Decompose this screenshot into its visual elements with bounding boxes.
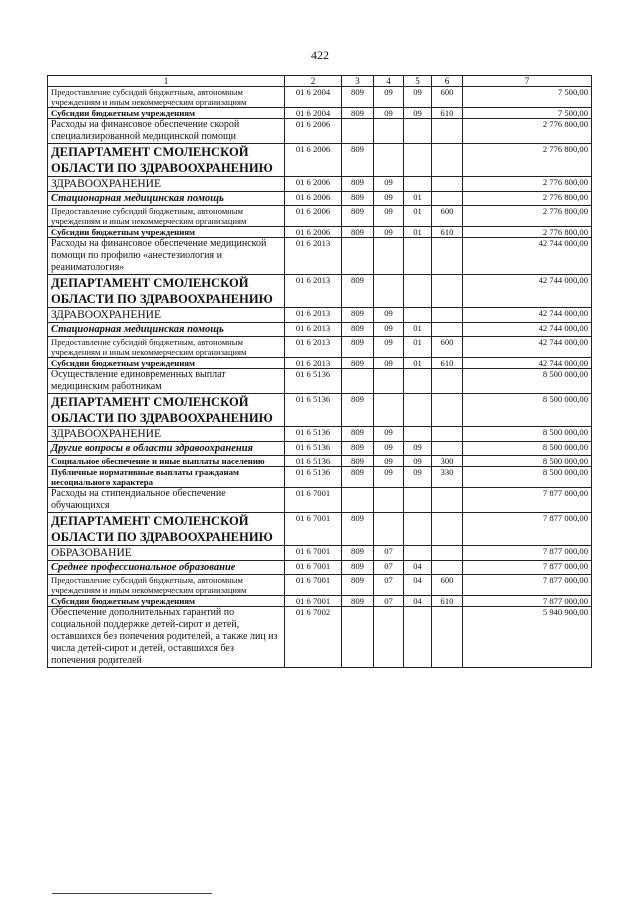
row-section: 09 bbox=[374, 427, 404, 442]
row-name: ДЕПАРТАМЕНТ СМОЛЕНСКОЙ ОБЛАСТИ ПО ЗДРАВООХРАНЕНИЮ bbox=[48, 394, 285, 427]
row-subsection: 01 bbox=[404, 206, 432, 227]
row-expense-type bbox=[432, 394, 463, 427]
row-name: ЗДРАВООХРАНЕНИЕ bbox=[48, 177, 285, 192]
table-row bbox=[48, 442, 592, 456]
row-name: Социальное обеспечение и иные выплаты населению bbox=[48, 456, 285, 467]
row-admin: 809 bbox=[342, 206, 374, 227]
row-code: 01 6 7002 bbox=[285, 607, 342, 668]
row-section: 09 bbox=[374, 177, 404, 192]
row-section bbox=[374, 488, 404, 513]
row-name: Расходы на стипендиальное обеспечение обучающихся bbox=[48, 488, 285, 513]
row-expense-type: 610 bbox=[432, 227, 463, 238]
row-amount: 2 776 800,00 bbox=[463, 192, 592, 206]
row-admin: 809 bbox=[342, 192, 374, 206]
row-subsection bbox=[404, 488, 432, 513]
row-code: 01 6 7001 bbox=[285, 575, 342, 596]
row-code: 01 6 2004 bbox=[285, 87, 342, 108]
row-admin: 809 bbox=[342, 323, 374, 337]
row-section: 09 bbox=[374, 442, 404, 456]
row-name: Стационарная медицинская помощь bbox=[48, 192, 285, 206]
table-row bbox=[48, 144, 592, 177]
row-amount: 42 744 000,00 bbox=[463, 337, 592, 358]
table-row bbox=[48, 467, 592, 488]
row-admin: 809 bbox=[342, 596, 374, 607]
row-subsection bbox=[404, 513, 432, 546]
row-section bbox=[374, 369, 404, 394]
row-amount: 42 744 000,00 bbox=[463, 323, 592, 337]
row-subsection bbox=[404, 607, 432, 668]
row-expense-type: 610 bbox=[432, 596, 463, 607]
row-subsection: 09 bbox=[404, 456, 432, 467]
row-amount: 2 776 800,00 bbox=[463, 227, 592, 238]
row-subsection bbox=[404, 177, 432, 192]
table-row bbox=[48, 308, 592, 323]
row-subsection bbox=[404, 394, 432, 427]
row-code: 01 6 2004 bbox=[285, 108, 342, 119]
budget-table bbox=[47, 75, 592, 668]
row-amount: 8 500 000,00 bbox=[463, 369, 592, 394]
row-name: Субсидии бюджетным учреждениям bbox=[48, 358, 285, 369]
row-code: 01 6 5136 bbox=[285, 467, 342, 488]
row-section: 07 bbox=[374, 561, 404, 575]
row-section: 09 bbox=[374, 456, 404, 467]
table-row bbox=[48, 87, 592, 108]
row-expense-type: 600 bbox=[432, 206, 463, 227]
row-expense-type bbox=[432, 238, 463, 275]
row-code: 01 6 2013 bbox=[285, 308, 342, 323]
row-code: 01 6 7001 bbox=[285, 488, 342, 513]
footer-rule bbox=[52, 893, 212, 894]
row-admin bbox=[342, 488, 374, 513]
row-section: 09 bbox=[374, 87, 404, 108]
row-admin: 809 bbox=[342, 456, 374, 467]
row-subsection: 04 bbox=[404, 575, 432, 596]
row-subsection bbox=[404, 308, 432, 323]
column-header: 2 bbox=[285, 76, 342, 87]
row-admin bbox=[342, 238, 374, 275]
row-expense-type bbox=[432, 192, 463, 206]
row-amount: 42 744 000,00 bbox=[463, 238, 592, 275]
table-row bbox=[48, 427, 592, 442]
row-subsection: 09 bbox=[404, 108, 432, 119]
row-name: Предоставление субсидий бюджетным, автономным учреждениям и иным некоммерческим организациям bbox=[48, 575, 285, 596]
row-section: 09 bbox=[374, 467, 404, 488]
row-name: Субсидии бюджетным учреждениям bbox=[48, 596, 285, 607]
row-subsection: 09 bbox=[404, 467, 432, 488]
row-name: Субсидии бюджетным учреждениям bbox=[48, 108, 285, 119]
row-section bbox=[374, 144, 404, 177]
row-code: 01 6 5136 bbox=[285, 427, 342, 442]
row-subsection: 01 bbox=[404, 227, 432, 238]
row-subsection: 04 bbox=[404, 561, 432, 575]
row-amount: 7 877 000,00 bbox=[463, 596, 592, 607]
row-name: Стационарная медицинская помощь bbox=[48, 323, 285, 337]
row-code: 01 6 5136 bbox=[285, 456, 342, 467]
row-amount: 2 776 800,00 bbox=[463, 119, 592, 144]
row-section bbox=[374, 275, 404, 308]
table-row bbox=[48, 369, 592, 394]
row-name: Публичные нормативные выплаты гражданам несоциального характера bbox=[48, 467, 285, 488]
row-name: ДЕПАРТАМЕНТ СМОЛЕНСКОЙ ОБЛАСТИ ПО ЗДРАВООХРАНЕНИЮ bbox=[48, 513, 285, 546]
row-subsection: 01 bbox=[404, 192, 432, 206]
table-row bbox=[48, 513, 592, 546]
row-amount: 8 500 000,00 bbox=[463, 467, 592, 488]
table-row bbox=[48, 488, 592, 513]
row-admin bbox=[342, 607, 374, 668]
row-section bbox=[374, 607, 404, 668]
row-section: 09 bbox=[374, 323, 404, 337]
row-expense-type bbox=[432, 607, 463, 668]
row-section: 09 bbox=[374, 227, 404, 238]
row-amount: 5 940 900,00 bbox=[463, 607, 592, 668]
row-code: 01 6 7001 bbox=[285, 561, 342, 575]
row-amount: 2 776 800,00 bbox=[463, 144, 592, 177]
row-code: 01 6 2006 bbox=[285, 119, 342, 144]
column-header: 7 bbox=[463, 76, 592, 87]
table-row bbox=[48, 456, 592, 467]
table-row bbox=[48, 119, 592, 144]
row-admin: 809 bbox=[342, 358, 374, 369]
row-code: 01 6 5136 bbox=[285, 394, 342, 427]
row-name: ЗДРАВООХРАНЕНИЕ bbox=[48, 308, 285, 323]
row-name: Среднее профессиональное образование bbox=[48, 561, 285, 575]
row-amount: 8 500 000,00 bbox=[463, 427, 592, 442]
row-code: 01 6 2013 bbox=[285, 323, 342, 337]
row-subsection bbox=[404, 238, 432, 275]
row-expense-type bbox=[432, 369, 463, 394]
row-name: Предоставление субсидий бюджетным, автономным учреждениям и иным некоммерческим организациям bbox=[48, 87, 285, 108]
table-row bbox=[48, 192, 592, 206]
row-section bbox=[374, 238, 404, 275]
row-expense-type: 610 bbox=[432, 358, 463, 369]
table-row bbox=[48, 607, 592, 668]
row-code: 01 6 2013 bbox=[285, 337, 342, 358]
row-admin: 809 bbox=[342, 442, 374, 456]
row-code: 01 6 2013 bbox=[285, 358, 342, 369]
row-subsection bbox=[404, 144, 432, 177]
row-expense-type bbox=[432, 442, 463, 456]
row-expense-type: 600 bbox=[432, 575, 463, 596]
row-section: 09 bbox=[374, 358, 404, 369]
table-row bbox=[48, 227, 592, 238]
row-name: Расходы на финансовое обеспечение медицинской помощи по профилю «анестезиология и реаниматология» bbox=[48, 238, 285, 275]
row-expense-type bbox=[432, 546, 463, 561]
row-code: 01 6 2013 bbox=[285, 238, 342, 275]
column-header: 6 bbox=[432, 76, 463, 87]
row-admin: 809 bbox=[342, 177, 374, 192]
row-code: 01 6 2006 bbox=[285, 177, 342, 192]
row-expense-type bbox=[432, 308, 463, 323]
row-expense-type bbox=[432, 119, 463, 144]
row-amount: 7 877 000,00 bbox=[463, 488, 592, 513]
row-subsection: 04 bbox=[404, 596, 432, 607]
row-code: 01 6 2006 bbox=[285, 206, 342, 227]
row-subsection: 01 bbox=[404, 323, 432, 337]
table-row bbox=[48, 358, 592, 369]
table-row bbox=[48, 561, 592, 575]
column-header: 4 bbox=[374, 76, 404, 87]
row-code: 01 6 2006 bbox=[285, 192, 342, 206]
row-amount: 42 744 000,00 bbox=[463, 358, 592, 369]
row-admin: 809 bbox=[342, 227, 374, 238]
row-name: ДЕПАРТАМЕНТ СМОЛЕНСКОЙ ОБЛАСТИ ПО ЗДРАВООХРАНЕНИЮ bbox=[48, 275, 285, 308]
row-amount: 42 744 000,00 bbox=[463, 308, 592, 323]
table-row bbox=[48, 546, 592, 561]
row-admin: 809 bbox=[342, 394, 374, 427]
column-header: 3 bbox=[342, 76, 374, 87]
row-amount: 7 877 000,00 bbox=[463, 575, 592, 596]
row-expense-type bbox=[432, 427, 463, 442]
row-amount: 2 776 800,00 bbox=[463, 206, 592, 227]
row-subsection: 01 bbox=[404, 358, 432, 369]
column-header: 5 bbox=[404, 76, 432, 87]
row-amount: 7 877 000,00 bbox=[463, 546, 592, 561]
row-subsection bbox=[404, 119, 432, 144]
table-row bbox=[48, 394, 592, 427]
row-amount: 7 500,00 bbox=[463, 87, 592, 108]
table-row bbox=[48, 337, 592, 358]
row-code: 01 6 5136 bbox=[285, 369, 342, 394]
row-name: Предоставление субсидий бюджетным, автономным учреждениям и иным некоммерческим организациям bbox=[48, 337, 285, 358]
row-name: ЗДРАВООХРАНЕНИЕ bbox=[48, 427, 285, 442]
row-code: 01 6 2013 bbox=[285, 275, 342, 308]
row-subsection bbox=[404, 427, 432, 442]
row-name: Обеспечение дополнительных гарантий по социальной поддержке детей-сирот и детей, оставшихся без попечения родителей, а также лиц из числа детей-сирот и детей, оставшихся без попечения родителей bbox=[48, 607, 285, 668]
row-name: Осуществление единовременных выплат медицинским работникам bbox=[48, 369, 285, 394]
row-amount: 8 500 000,00 bbox=[463, 394, 592, 427]
row-admin: 809 bbox=[342, 108, 374, 119]
row-expense-type bbox=[432, 513, 463, 546]
row-subsection bbox=[404, 369, 432, 394]
row-admin: 809 bbox=[342, 575, 374, 596]
row-amount: 7 877 000,00 bbox=[463, 513, 592, 546]
row-subsection: 01 bbox=[404, 337, 432, 358]
row-expense-type: 610 bbox=[432, 108, 463, 119]
row-admin: 809 bbox=[342, 87, 374, 108]
table-row bbox=[48, 575, 592, 596]
table-row bbox=[48, 323, 592, 337]
row-expense-type bbox=[432, 561, 463, 575]
row-section: 09 bbox=[374, 192, 404, 206]
row-name: ДЕПАРТАМЕНТ СМОЛЕНСКОЙ ОБЛАСТИ ПО ЗДРАВООХРАНЕНИЮ bbox=[48, 144, 285, 177]
table-row bbox=[48, 596, 592, 607]
table-row bbox=[48, 238, 592, 275]
row-amount: 42 744 000,00 bbox=[463, 275, 592, 308]
row-code: 01 6 5136 bbox=[285, 442, 342, 456]
row-expense-type bbox=[432, 144, 463, 177]
row-section: 09 bbox=[374, 337, 404, 358]
table-row bbox=[48, 275, 592, 308]
row-section: 09 bbox=[374, 308, 404, 323]
row-expense-type: 600 bbox=[432, 337, 463, 358]
row-code: 01 6 7001 bbox=[285, 513, 342, 546]
row-admin: 809 bbox=[342, 144, 374, 177]
row-admin: 809 bbox=[342, 561, 374, 575]
row-expense-type: 300 bbox=[432, 456, 463, 467]
row-section bbox=[374, 119, 404, 144]
row-name: Предоставление субсидий бюджетным, автономным учреждениям и иным некоммерческим организациям bbox=[48, 206, 285, 227]
row-admin: 809 bbox=[342, 337, 374, 358]
row-subsection: 09 bbox=[404, 87, 432, 108]
row-admin bbox=[342, 119, 374, 144]
row-name: Субсидии бюджетным учреждениям bbox=[48, 227, 285, 238]
row-section bbox=[374, 513, 404, 546]
row-expense-type bbox=[432, 323, 463, 337]
table-header-row bbox=[48, 76, 592, 87]
row-subsection bbox=[404, 275, 432, 308]
row-admin: 809 bbox=[342, 275, 374, 308]
row-expense-type bbox=[432, 177, 463, 192]
row-section: 07 bbox=[374, 575, 404, 596]
row-section bbox=[374, 394, 404, 427]
row-expense-type: 330 bbox=[432, 467, 463, 488]
row-admin: 809 bbox=[342, 513, 374, 546]
row-amount: 2 776 800,00 bbox=[463, 177, 592, 192]
row-admin: 809 bbox=[342, 308, 374, 323]
row-amount: 8 500 000,00 bbox=[463, 442, 592, 456]
row-expense-type bbox=[432, 488, 463, 513]
row-admin: 809 bbox=[342, 467, 374, 488]
row-code: 01 6 2006 bbox=[285, 227, 342, 238]
row-code: 01 6 7001 bbox=[285, 546, 342, 561]
row-section: 09 bbox=[374, 108, 404, 119]
row-admin: 809 bbox=[342, 427, 374, 442]
row-amount: 7 500,00 bbox=[463, 108, 592, 119]
row-name: ОБРАЗОВАНИЕ bbox=[48, 546, 285, 561]
table-row bbox=[48, 206, 592, 227]
row-amount: 7 877 000,00 bbox=[463, 561, 592, 575]
row-amount: 8 500 000,00 bbox=[463, 456, 592, 467]
row-admin: 809 bbox=[342, 546, 374, 561]
row-code: 01 6 7001 bbox=[285, 596, 342, 607]
row-section: 07 bbox=[374, 546, 404, 561]
table-row bbox=[48, 108, 592, 119]
row-section: 07 bbox=[374, 596, 404, 607]
row-expense-type: 600 bbox=[432, 87, 463, 108]
row-admin bbox=[342, 369, 374, 394]
row-expense-type bbox=[432, 275, 463, 308]
row-subsection bbox=[404, 546, 432, 561]
row-code: 01 6 2006 bbox=[285, 144, 342, 177]
row-subsection: 09 bbox=[404, 442, 432, 456]
row-section: 09 bbox=[374, 206, 404, 227]
column-header: 1 bbox=[48, 76, 285, 87]
row-name: Другие вопросы в области здравоохранения bbox=[48, 442, 285, 456]
page-number: 422 bbox=[311, 48, 329, 62]
row-name: Расходы на финансовое обеспечение скорой специализированной медицинской помощи bbox=[48, 119, 285, 144]
table-row bbox=[48, 177, 592, 192]
